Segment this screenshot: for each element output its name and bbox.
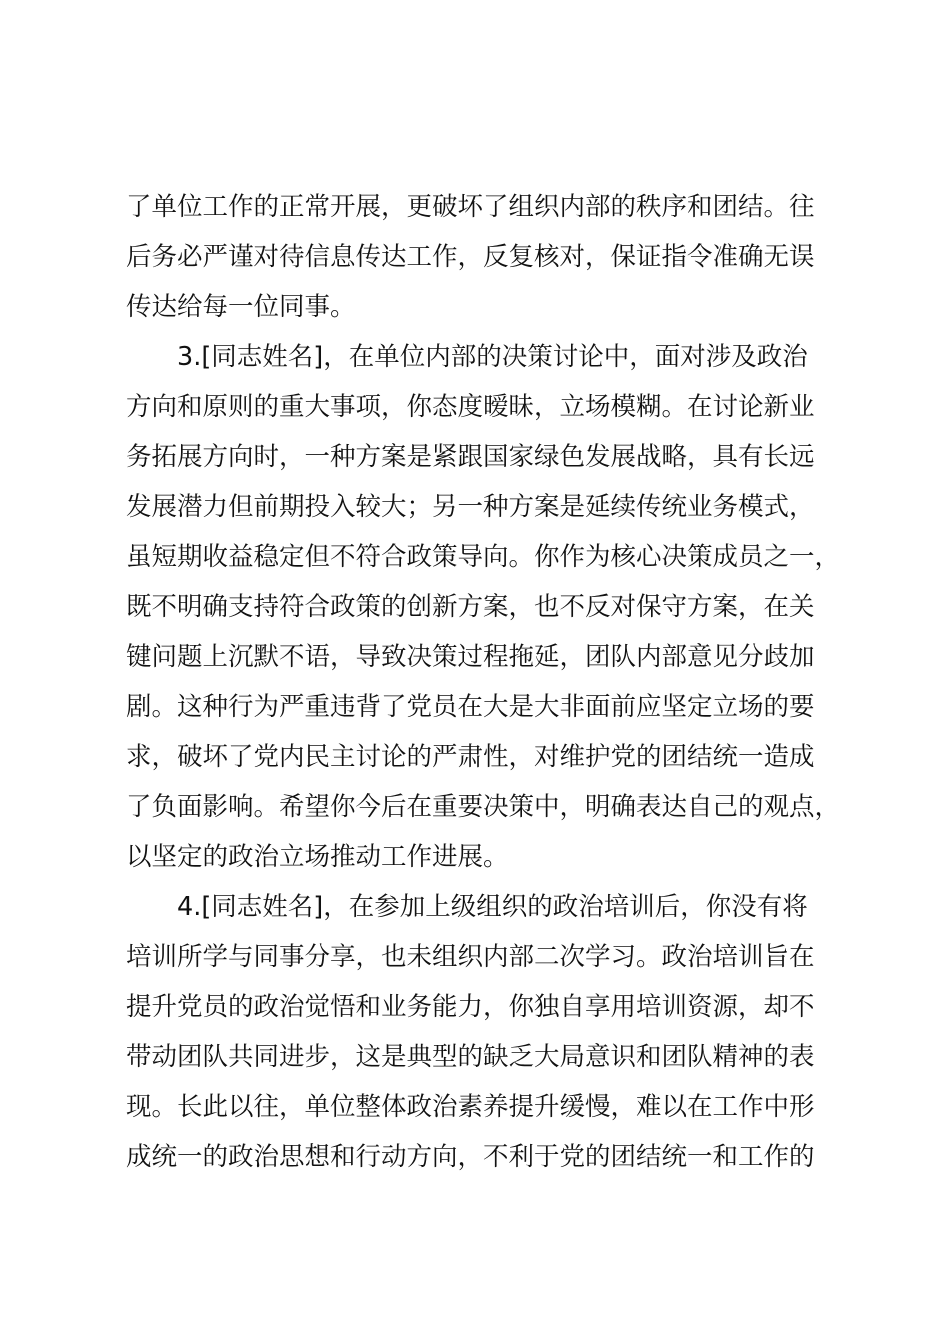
text-line: 了负面影响。希望你今后在重要决策中，明确表达自己的观点， (126, 792, 841, 822)
text-line: 成统一的政治思想和行动方向，不利于党的团结统一和工作的 (126, 1142, 815, 1172)
text-line: 键问题上沉默不语，导致决策过程拖延，团队内部意见分歧加 (126, 642, 815, 672)
text-line: 提升党员的政治觉悟和业务能力，你独自享用培训资源，却不 (126, 992, 815, 1022)
text-line: 培训所学与同事分享，也未组织内部二次学习。政治培训旨在 (126, 942, 815, 972)
text-line: 以坚定的政治立场推动工作进展。 (126, 842, 509, 872)
text-line: 虽短期收益稳定但不符合政策导向。你作为核心决策成员之一， (126, 542, 841, 572)
paragraph-3-start: 3.[同志姓名]，在单位内部的决策讨论中，面对涉及政治 (177, 342, 808, 372)
text-line: 传达给每一位同事。 (126, 292, 356, 322)
paragraph-4-start: 4.[同志姓名]，在参加上级组织的政治培训后，你没有将 (177, 892, 808, 922)
document-body (126, 182, 856, 1182)
text-line: 方向和原则的重大事项，你态度暧昧，立场模糊。在讨论新业 (126, 392, 815, 422)
text-line: 剧。这种行为严重违背了党员在大是大非面前应坚定立场的要 (126, 692, 815, 722)
text-line: 现。长此以往，单位整体政治素养提升缓慢，难以在工作中形 (126, 1092, 815, 1122)
text-line: 了单位工作的正常开展，更破坏了组织内部的秩序和团结。往 (126, 192, 815, 222)
text-line: 后务必严谨对待信息传达工作，反复核对，保证指令准确无误 (126, 242, 815, 272)
text-line: 带动团队共同进步，这是典型的缺乏大局意识和团队精神的表 (126, 1042, 815, 1072)
text-line: 发展潜力但前期投入较大；另一种方案是延续传统业务模式， (126, 492, 815, 522)
text-line: 既不明确支持符合政策的创新方案，也不反对保守方案，在关 (126, 592, 815, 622)
text-line: 求，破坏了党内民主讨论的严肃性，对维护党的团结统一造成 (126, 742, 815, 772)
text-line: 务拓展方向时，一种方案是紧跟国家绿色发展战略，具有长远 (126, 442, 815, 472)
